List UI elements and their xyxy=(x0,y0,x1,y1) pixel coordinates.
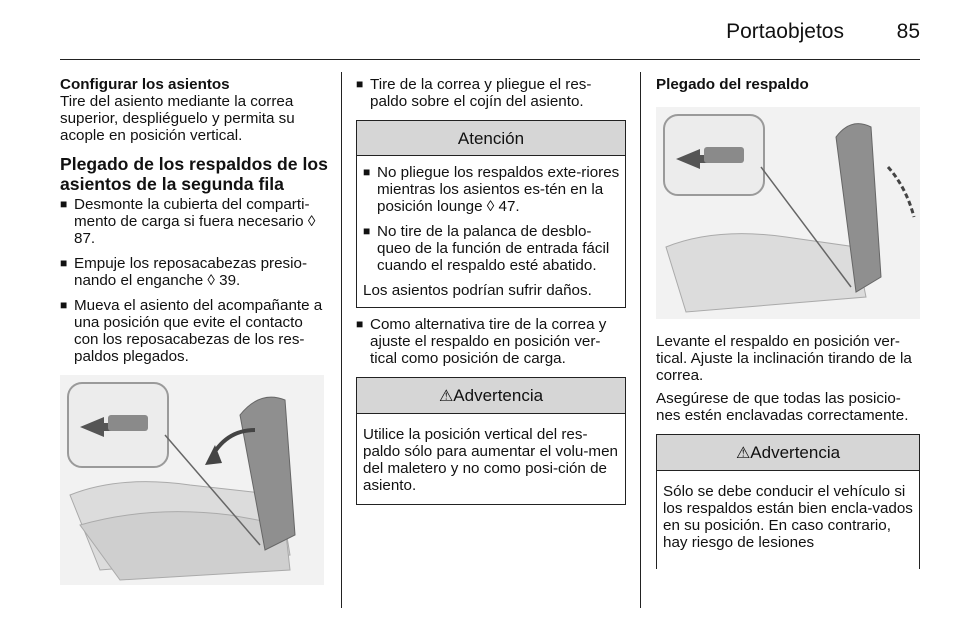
bullet-icon: ■ xyxy=(356,77,364,91)
page-number: 85 xyxy=(896,20,920,43)
page-header xyxy=(60,0,920,60)
bullet-icon: ■ xyxy=(356,317,364,331)
bullet-icon: ■ xyxy=(60,298,68,312)
list-item: ■ Mueva el asiento del acompañante a una posición que evite el contacto con los reposacabezas de los res-paldos plegados. xyxy=(60,297,323,365)
column-1 xyxy=(60,76,330,585)
warning-title: Advertencia xyxy=(453,386,544,405)
warning-box xyxy=(356,377,626,505)
attention-box xyxy=(356,120,626,308)
backrest-raise-illustration xyxy=(656,107,920,319)
list-item: ■ No tire de la palanca de desblo-queo de la función de entrada fácil cuando el respaldo esté abatido. xyxy=(363,223,610,274)
warning-triangle-icon: ⚠ xyxy=(438,388,454,405)
warning-text: Utilice la posición vertical del res-paldo sólo para aumentar el volu-men del maletero y no como posi-ción de asiento. xyxy=(363,426,618,494)
attention-note: Los asientos podrían sufrir daños. xyxy=(363,282,592,299)
page-title: Portaobjetos xyxy=(726,20,844,43)
bullet-icon: ■ xyxy=(60,256,68,270)
seat-folding-illustration xyxy=(60,375,324,585)
section-heading: Plegado de los respaldos de los asientos de la segunda fila xyxy=(60,154,328,194)
paragraph: Levante el respaldo en posición ver-tical. Ajuste la inclinación tirando de la correa. xyxy=(656,333,912,384)
bullet-icon: ■ xyxy=(363,165,371,179)
column-3 xyxy=(656,76,920,569)
paragraph: Asegúrese de que todas las posicio-nes estén enclavadas correctamente. xyxy=(656,390,909,424)
list-item: ■ No pliegue los respaldos exte-riores mientras los asientos es-tén en la posición lounge ◊ 47. xyxy=(363,164,620,215)
bullet-icon: ■ xyxy=(60,197,68,211)
list-item: ■ Como alternativa tire de la correa y ajuste el respaldo en posición ver-tical como posición de carga. xyxy=(356,316,607,367)
column-2 xyxy=(356,76,626,505)
warning-title: Advertencia xyxy=(750,443,841,462)
bullet-icon: ■ xyxy=(363,224,371,238)
steps-list xyxy=(60,196,330,365)
subheading: Configurar los asientos xyxy=(60,76,230,93)
warning-triangle-icon: ⚠ xyxy=(735,445,751,462)
warning-text: Sólo se debe conducir el vehículo si los respaldos están bien encla-vados en su posición. En caso contrario, hay riesgo de lesiones xyxy=(663,483,913,551)
seat-illustration-2 xyxy=(656,107,920,319)
section-heading: Plegado del respaldo xyxy=(656,76,809,93)
list-item: ■ Empuje los reposacabezas presio-nando el enganche ◊ 39. xyxy=(60,255,307,289)
attention-title: Atención xyxy=(357,121,625,156)
seat-illustration-1 xyxy=(60,375,324,585)
list-item: ■ Tire de la correa y pliegue el res-paldo sobre el cojín del asiento. xyxy=(356,76,592,110)
intro-paragraph: Tire del asiento mediante la correa superior, despliéguelo y permita su acople en posición vertical. xyxy=(60,93,295,144)
column-divider xyxy=(640,72,641,608)
header-divider xyxy=(60,59,920,60)
list-item: ■ Desmonte la cubierta del comparti-mento de carga si fuera necesario ◊ 87. xyxy=(60,196,316,247)
warning-box xyxy=(656,434,920,569)
column-divider xyxy=(341,72,342,608)
